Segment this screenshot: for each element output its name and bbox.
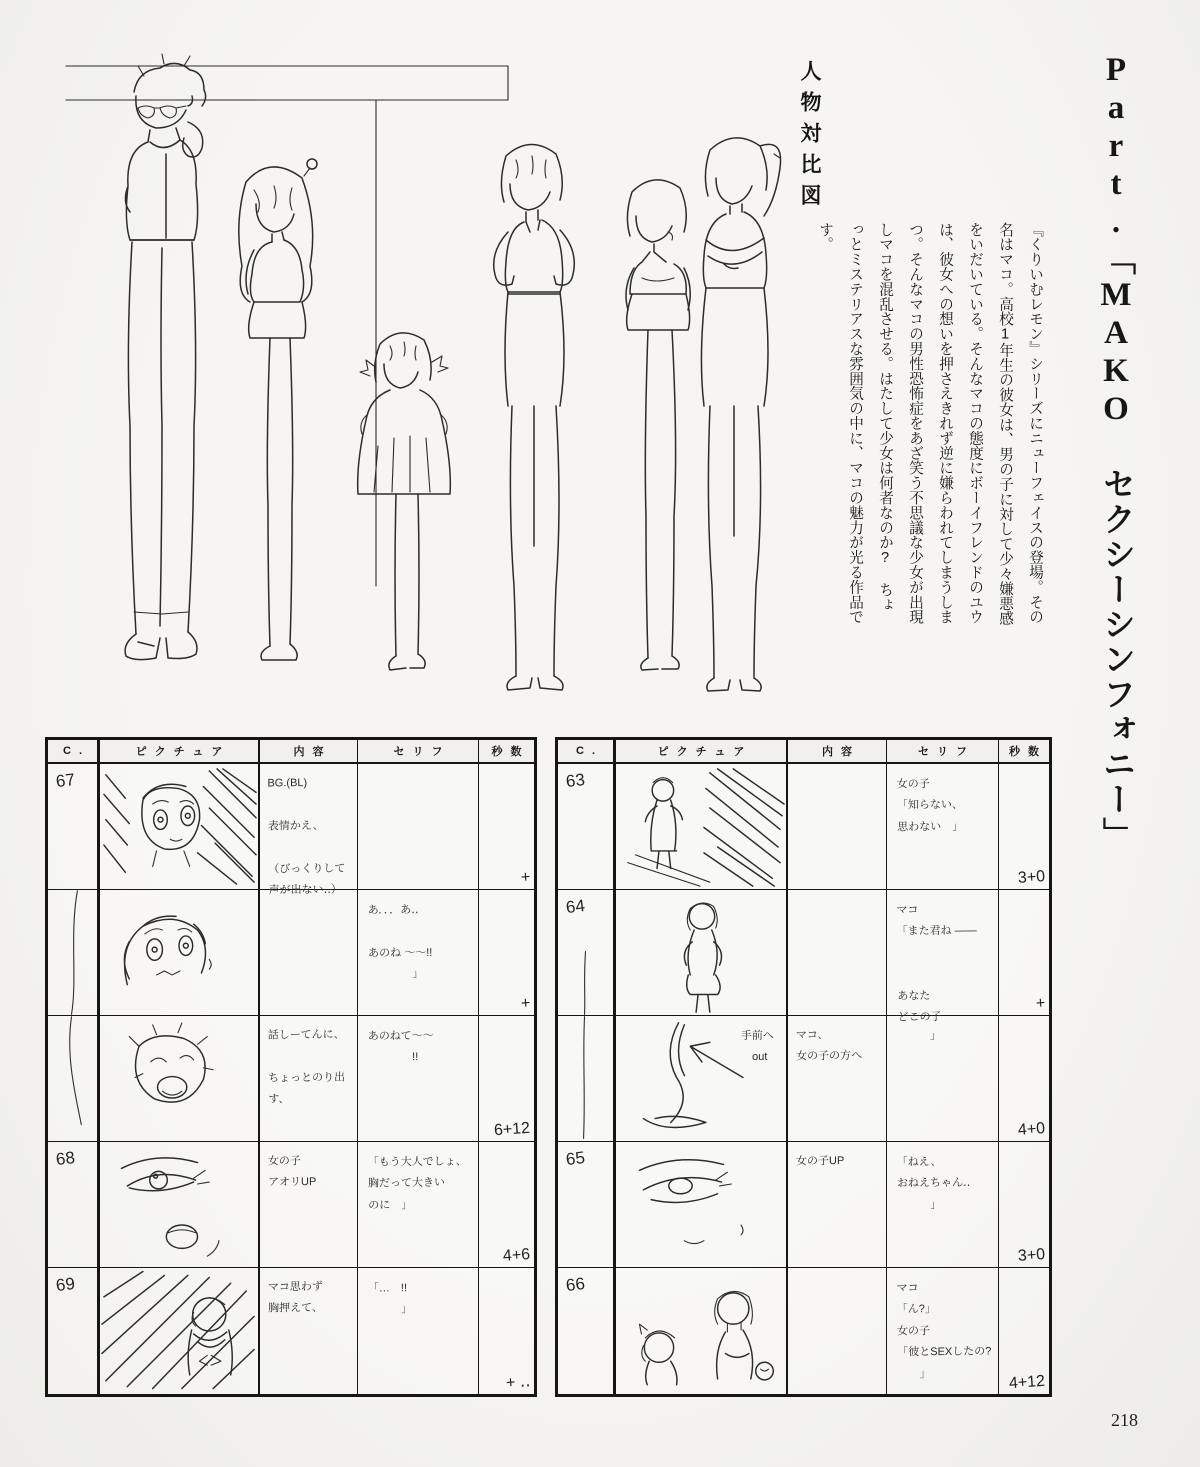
sketch-startled-face [100,764,258,889]
content-cell [788,764,887,890]
storyboard-table-right [555,737,1052,1397]
dialogue-cell: 」 [887,1016,999,1142]
cut-number: 68 [54,1147,76,1170]
cut-continuation-line [48,890,97,1015]
seconds-cell: 4+6 [479,1142,534,1268]
cut-number-cell [48,764,98,890]
header-cut: C. [558,740,614,764]
seconds-cell: 3+0 [999,1142,1049,1268]
seconds-cell: 3+0 [999,764,1049,890]
seconds-cell: 4+12 [1008,1372,1046,1393]
cut-number: 67 [54,769,76,792]
storyboard-panel [614,764,788,890]
cut-number-cell [48,1016,98,1142]
storyboard-panel [614,1016,788,1142]
sketch-girl-halter [626,180,690,670]
content-cell: 話しーてんに、 ちょっとのり出す、 [260,1016,358,1142]
header-dialogue: セリフ [358,740,479,764]
header-content: 内容 [260,740,358,764]
seconds-cell: 4+0 [999,1016,1049,1142]
sketch-shouting-face [100,1016,258,1141]
seconds-cell: + [479,764,534,890]
cut-number-cell [48,1268,98,1394]
cut-number-cell [558,764,614,890]
header-dialogue: セリフ [887,740,999,764]
dialogue-cell: 「ねえ、 おねえちゃん‥ 」 [887,1142,999,1268]
header-picture: ピクチュア [98,740,260,764]
sketch-girl-clutching-chest [100,1268,258,1394]
sketch-small-girl [358,333,451,670]
cut-number-cell [48,890,98,1016]
content-cell: マコ思わず 胸押えて、 [260,1268,358,1394]
cut-number: 65 [564,1147,586,1170]
storyboard-panel [614,890,788,1016]
seconds-cell: + [479,890,534,1016]
sketch-worried-face [100,890,258,1015]
storyboard-panel [98,764,260,890]
seconds-cell: + ‥ [505,1373,531,1392]
content-cell: 女の子 アオリUP [260,1142,358,1268]
seconds-cell: 6+12 [479,1016,534,1142]
storyboard-panel [98,1016,260,1142]
dialogue-cell: 女の子 「知らない、 思わない 」 [887,764,999,890]
part-title: Part.「MAKO セクシーシンフォニー」 [1098,52,1134,852]
content-cell: 女の子UP [788,1142,887,1268]
storyboard-panel [614,1268,788,1394]
cut-number: 63 [564,769,586,792]
sketch-girl-ponytail [701,138,780,691]
cut-continuation-line [48,1016,97,1141]
sketch-girl-longhair [239,159,317,660]
content-cell: BG.(BL) 表情かえ、 （びっくりして 声が出ない‥） [260,764,358,890]
cut-number-cell [558,890,614,1016]
cut-number: 64 [564,895,586,918]
intro-paragraph: 『くりいむレモン』シリーズにニューフェイスの登場。その名はマコ。高校1年生の彼女は、男の子に対して少々嫌悪感をいだいている。そんなマコの態度にボーイフレンドのユウは、彼女への想いを押さえきれず逆に嫌らわれてしまうしまつ。そんなマコの男性恐怖症をあざ笑う不思議な少女が出現しマコを混乱させる。はたして少女は何者なのか? ちょっとミステリアスな雰囲気の中に、マコの魅力が光る作品です。 [817,222,1043,626]
cut-continuation-line [558,1016,613,1141]
header-seconds: 秒数 [999,740,1049,764]
content-cell [260,890,358,1016]
sketch-standing-girl [616,890,786,1015]
dialogue-cell [358,764,479,890]
header-picture: ピクチュア [614,740,788,764]
cut-number: 69 [54,1273,76,1296]
storyboard-panel [98,1268,260,1394]
seconds-cell: + [999,890,1049,1016]
dialogue-cell: 「もう大人でしょ、 胸だって大きい のに 」 [358,1142,479,1268]
character-chart-label: 人物対比図 [798,60,821,215]
dialogue-cell: マコ 「また君ね —— あなた どこの子 [887,890,999,1016]
sketch-girl-in-shadow [616,764,786,889]
cut-number-cell [558,1142,614,1268]
header-content: 内容 [788,740,887,764]
sketch-eye-mouth-closeup [100,1142,258,1267]
dialogue-cell: マコ 「ん?」 女の子 「彼とSEXしたの? 」 [887,1268,999,1394]
cut-number-cell [48,1142,98,1268]
content-cell [788,1268,887,1394]
content-cell [788,890,887,1016]
dialogue-cell: 「… !! 」 [358,1268,479,1394]
header-cut: C. [48,740,98,764]
page-number: 218 [1111,1410,1138,1430]
storyboard-panel [98,1142,260,1268]
sketch-two-girls [616,1268,786,1394]
dialogue-cell: あ．．．あ‥ あのね ～～!! 」 [358,890,479,1016]
storyboard-table-left [45,737,537,1397]
picture-note: 手前へ out [740,1029,774,1064]
storyboard-panel [98,890,260,1016]
storyboard-panel [614,1142,788,1268]
sketch-boy [125,54,205,660]
cut-number: 66 [564,1273,586,1296]
cut-number-cell [558,1268,614,1394]
sketch-eye-closeup [616,1142,786,1267]
header-seconds: 秒数 [479,740,534,764]
cut-number-cell [558,1016,614,1142]
dialogue-cell: あのねて～～ !! [358,1016,479,1142]
content-cell: マコ、 女の子の方へ [788,1016,887,1142]
sketch-girl-tank-top [494,144,575,690]
character-lineup-sketch [38,26,788,708]
